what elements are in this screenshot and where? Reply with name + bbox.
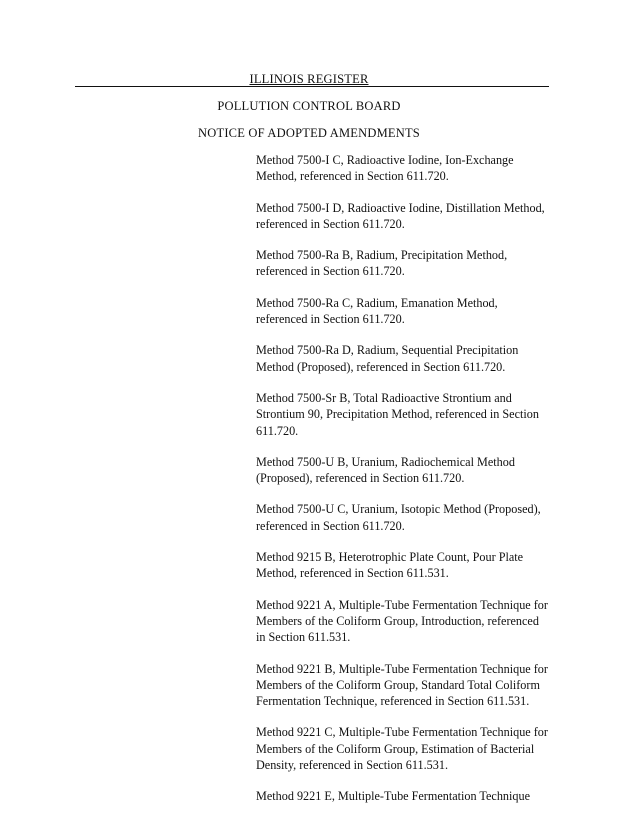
method-entry: Method 9221 E, Multiple-Tube Fermentation Technique <box>256 789 531 804</box>
method-entry: Method 7500-U C, Uranium, Isotopic Method (Proposed), referenced in Section 611.720. <box>256 502 541 533</box>
method-entry: Method 7500-I D, Radioactive Iodine, Distillation Method, referenced in Section 611.720. <box>256 200 545 231</box>
register-header <box>0 72 618 87</box>
register-title: ILLINOIS REGISTER <box>249 72 369 86</box>
method-entry: Method 7500-I C, Radioactive Iodine, Ion-Exchange Method, referenced in Section 611.720. <box>256 153 514 184</box>
method-entry: Method 9221 A, Multiple-Tube Fermentation Technique for Members of the Coliform Group, Introduction, referenced in Section 611.531. <box>256 597 548 645</box>
header-rule <box>75 86 549 87</box>
method-entry: Method 9215 B, Heterotrophic Plate Count, Pour Plate Method, referenced in Section 611.531. <box>256 550 524 581</box>
method-entry: Method 9221 C, Multiple-Tube Fermentation Technique for Members of the Coliform Group, Estimation of Bacterial Density, referenced in Section 611.531. <box>256 725 548 773</box>
method-entry: Method 7500-U B, Uranium, Radiochemical Method (Proposed), referenced in Section 611.720. <box>256 454 515 486</box>
notice-title: NOTICE OF ADOPTED AMENDMENTS <box>198 126 420 140</box>
method-entry: Method 7500-Sr B, Total Radioactive Strontium and Strontium 90, Precipitation Method, referenced in Section 611.720. <box>256 390 539 438</box>
method-entry: Method 9221 B, Multiple-Tube Fermentation Technique for Members of the Coliform Group, Standard Total Coliform Fermentation Technique, referenced in Section 611.531. <box>256 661 548 709</box>
method-entry: Method 7500-Ra B, Radium, Precipitation Method, referenced in Section 611.720. <box>256 248 508 279</box>
method-list <box>256 152 548 820</box>
method-entry: Method 7500-Ra D, Radium, Sequential Precipitation Method (Proposed), referenced in Section 611.720. <box>256 343 519 374</box>
method-entry: Method 7500-Ra C, Radium, Emanation Method, referenced in Section 611.720. <box>256 295 498 327</box>
board-name: POLLUTION CONTROL BOARD <box>217 99 401 113</box>
